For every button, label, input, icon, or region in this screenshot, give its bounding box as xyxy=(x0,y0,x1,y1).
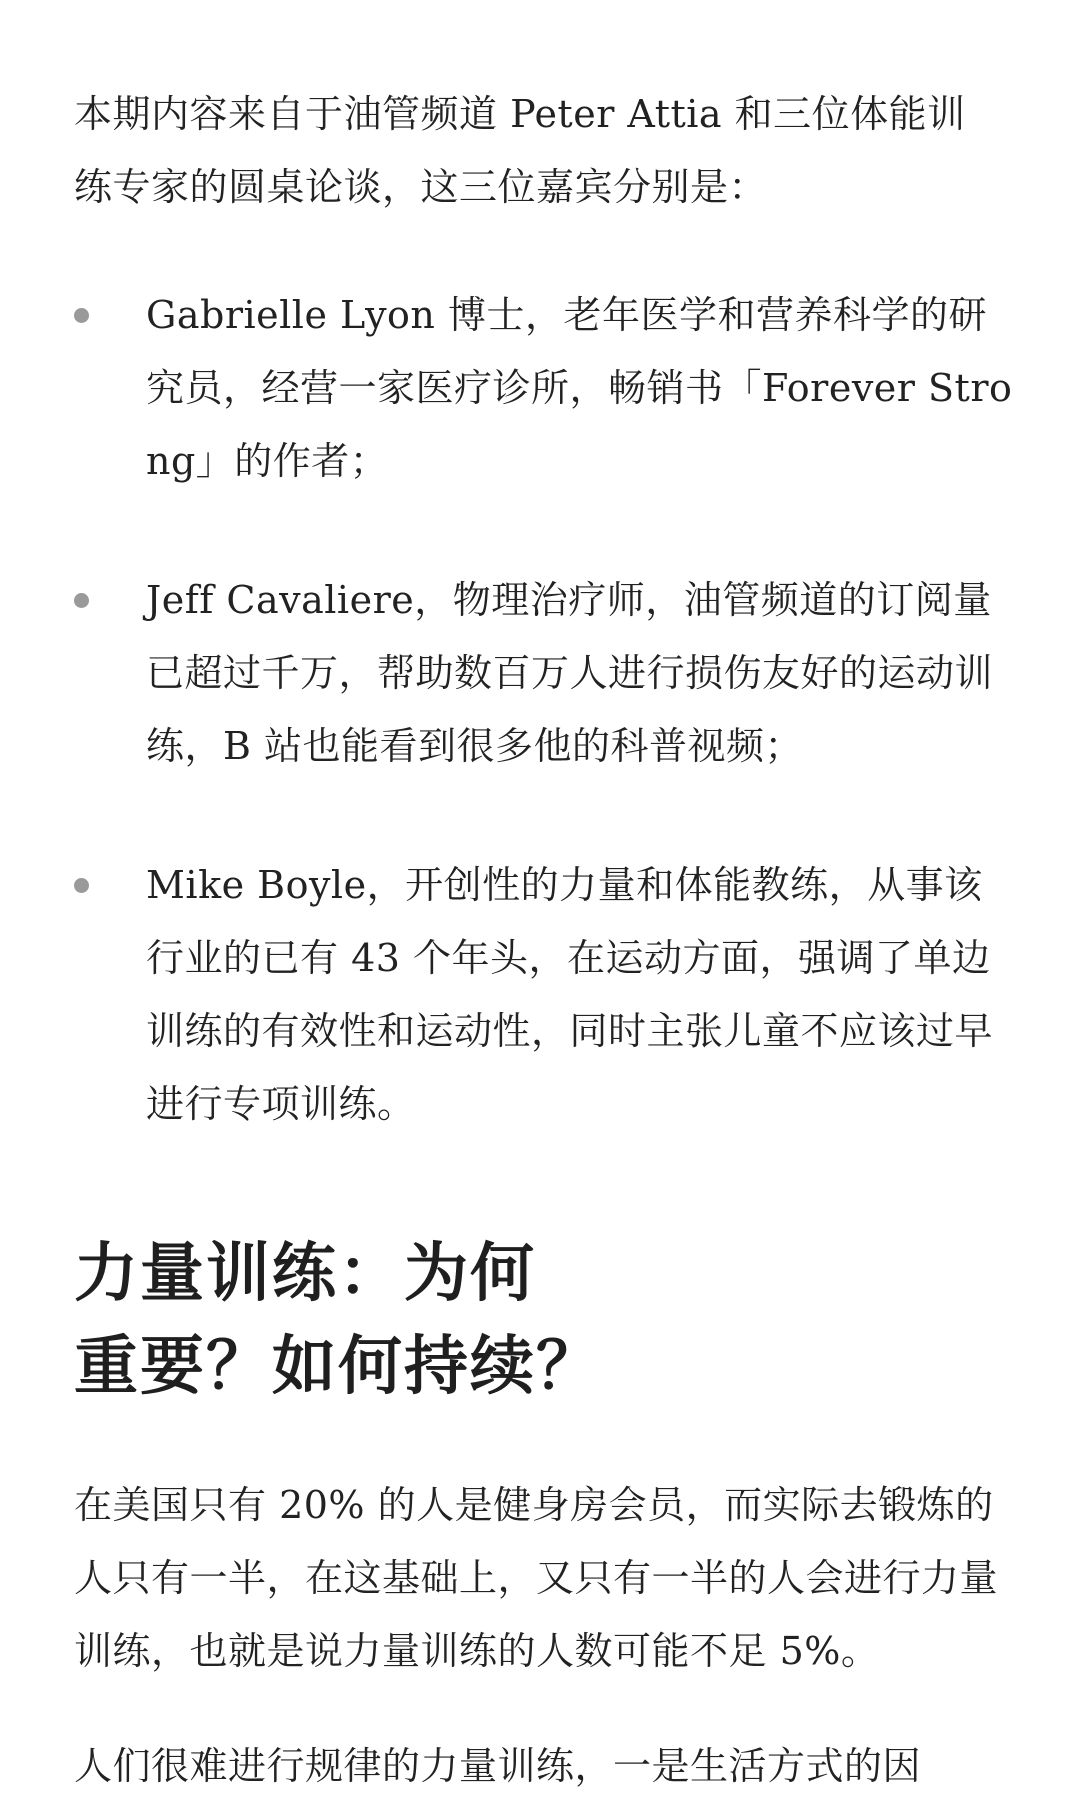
section-heading xyxy=(74,1227,1020,1413)
bullet-icon xyxy=(74,308,89,323)
section-heading-line-1: 力量训练：为何 xyxy=(74,1236,536,1311)
guest-item-boyle xyxy=(74,849,1020,1141)
guest-text: Jeff Cavaliere，物理治疗师，油管频道的订阅量已超过千万，帮助数百万人进行损伤友好的运动训练，B 站也能看到很多他的科普视频； xyxy=(146,578,994,768)
guest-text: Mike Boyle，开创性的力量和体能教练，从事该行业的已有 43 个年头，在运动方面，强调了单边训练的有效性和运动性，同时主张儿童不应该过早进行专项训练。 xyxy=(146,863,994,1126)
guest-list xyxy=(74,279,1020,1141)
guest-item-cavaliere xyxy=(74,564,1020,783)
body-paragraph-stats: 在美国只有 20% 的人是健身房会员，而实际去锻炼的人只有一半，在这基础上，又只有一半的人会进行力量训练，也就是说力量训练的人数可能不足 5%。 xyxy=(74,1483,999,1673)
section-heading-line-2: 重要？如何持续？ xyxy=(74,1329,602,1404)
guest-text: Gabrielle Lyon 博士，老年医学和营养科学的研究员，经营一家医疗诊所，畅销书「Forever Strong」的作者； xyxy=(146,293,1013,483)
body-paragraph-reasons: 人们很难进行规律的力量训练，一是生活方式的因 xyxy=(74,1744,922,1788)
bullet-icon xyxy=(74,878,89,893)
intro-paragraph: 本期内容来自于油管频道 Peter Attia 和三位体能训练专家的圆桌论谈，这三位嘉宾分别是： xyxy=(74,92,966,209)
guest-item-lyon xyxy=(74,279,1020,498)
bullet-icon xyxy=(74,593,89,608)
